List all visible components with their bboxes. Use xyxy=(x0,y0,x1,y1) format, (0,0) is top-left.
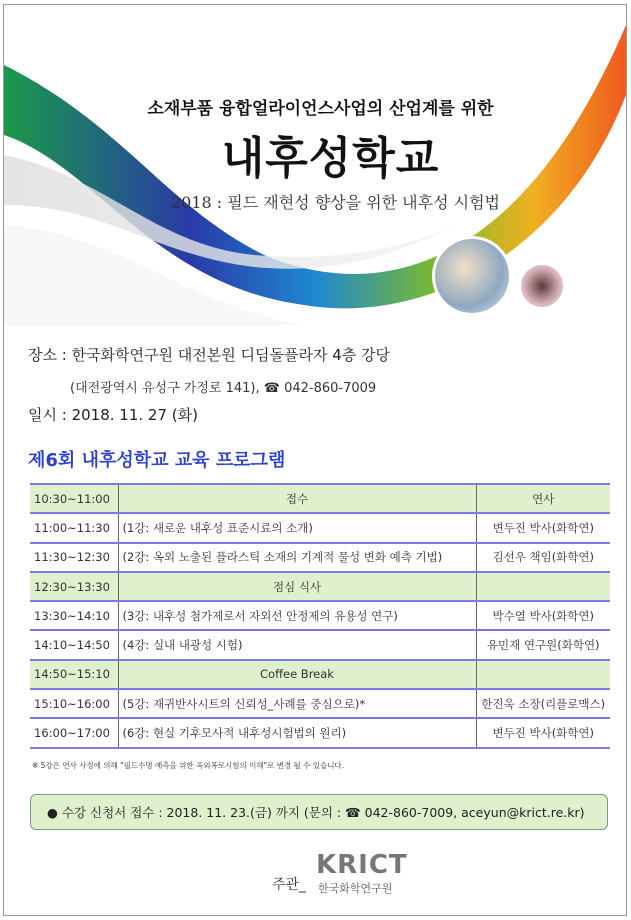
table-row xyxy=(30,689,610,718)
venue: 장소 : 한국화학연구원 대전본원 디딤돌플라자 4층 강당 xyxy=(28,346,390,364)
time-cell: 15:10~16:00 xyxy=(30,689,118,718)
program-note: ※ 5강은 연사 사정에 의해 "필드수명 예측을 위한 옥외폭로시험의 이해"로 변경 될 수 있습니다. xyxy=(32,761,345,770)
scientist-microscope-photo xyxy=(432,236,512,316)
page-title: 내후성학교 xyxy=(221,133,440,184)
speaker-cell xyxy=(476,660,610,689)
topic-cell: 점심 식사 xyxy=(118,572,476,601)
time-cell: 14:50~15:10 xyxy=(30,660,118,689)
topic-cell: 접수 xyxy=(118,484,476,513)
phone-number: 042-860-7009 xyxy=(284,381,377,396)
topic-cell: Coffee Break xyxy=(118,660,476,689)
topic-cell: (3강: 내후성 첨가제로서 자외선 안정제의 유용성 연구) xyxy=(118,601,476,630)
time-cell: 13:30~14:10 xyxy=(30,601,118,630)
table-row xyxy=(30,601,610,630)
sample-photo xyxy=(518,262,566,310)
table-row xyxy=(30,572,610,601)
registration-box: ● 수강 신청서 접수 : 2018. 11. 23.(금) 까지 (문의 : ☎ 042-860-7009, aceyun@krict.re.kr) xyxy=(30,794,608,830)
time-cell: 16:00~17:00 xyxy=(30,718,118,747)
event-date: 일시 : 2018. 11. 27 (화) xyxy=(28,406,198,424)
topic-cell: (2강: 옥외 노출된 플라스틱 소재의 기계적 물성 변화 예측 기법) xyxy=(118,543,476,572)
host-label: 주관_ xyxy=(272,877,307,893)
time-cell: 11:00~11:30 xyxy=(30,513,118,542)
topic-cell: (1강: 새로운 내후성 표준시료의 소개) xyxy=(118,513,476,542)
header-theme: 2018 : 필드 재현성 향상을 위한 내후성 시험법 xyxy=(170,193,500,212)
address: (대전광역시 유성구 가정로 141), xyxy=(70,381,260,396)
speaker-cell xyxy=(476,572,610,601)
time-cell: 11:30~12:30 xyxy=(30,543,118,572)
speaker-cell: 변두진 박사(화학연) xyxy=(476,718,610,747)
table-row xyxy=(30,513,610,542)
topic-cell: (6강: 현실 기후모사적 내후성시험법의 원리) xyxy=(118,718,476,747)
speaker-cell: 유민재 연구원(화학연) xyxy=(476,630,610,659)
speaker-cell: 김선우 책임(화학연) xyxy=(476,543,610,572)
table-row xyxy=(30,718,610,747)
time-cell: 10:30~11:00 xyxy=(30,484,118,513)
speaker-cell: 한진욱 소장(리플로맥스) xyxy=(476,689,610,718)
header-subtitle: 소재부품 융합얼라이언스사업의 산업계를 위한 xyxy=(147,99,494,119)
speaker-cell: 박수열 박사(화학연) xyxy=(476,601,610,630)
program-title: 제6회 내후성학교 교육 프로그램 xyxy=(28,450,286,471)
program-table xyxy=(30,483,610,749)
address-line xyxy=(70,377,376,396)
speaker-cell: 연사 xyxy=(476,484,610,513)
table-row xyxy=(30,484,610,513)
phone-icon: ☎ xyxy=(263,381,280,396)
speaker-cell: 변두진 박사(화학연) xyxy=(476,513,610,542)
org-name: 한국화학연구원 xyxy=(318,882,393,895)
topic-cell: (4강: 실내 내광성 시험) xyxy=(118,630,476,659)
time-cell: 14:10~14:50 xyxy=(30,630,118,659)
table-row xyxy=(30,630,610,659)
topic-cell: (5강: 재귀반사시트의 신뢰성_사례를 중심으로)* xyxy=(118,689,476,718)
time-cell: 12:30~13:30 xyxy=(30,572,118,601)
krict-logo: KRICT xyxy=(316,850,408,880)
table-row xyxy=(30,543,610,572)
table-row xyxy=(30,660,610,689)
